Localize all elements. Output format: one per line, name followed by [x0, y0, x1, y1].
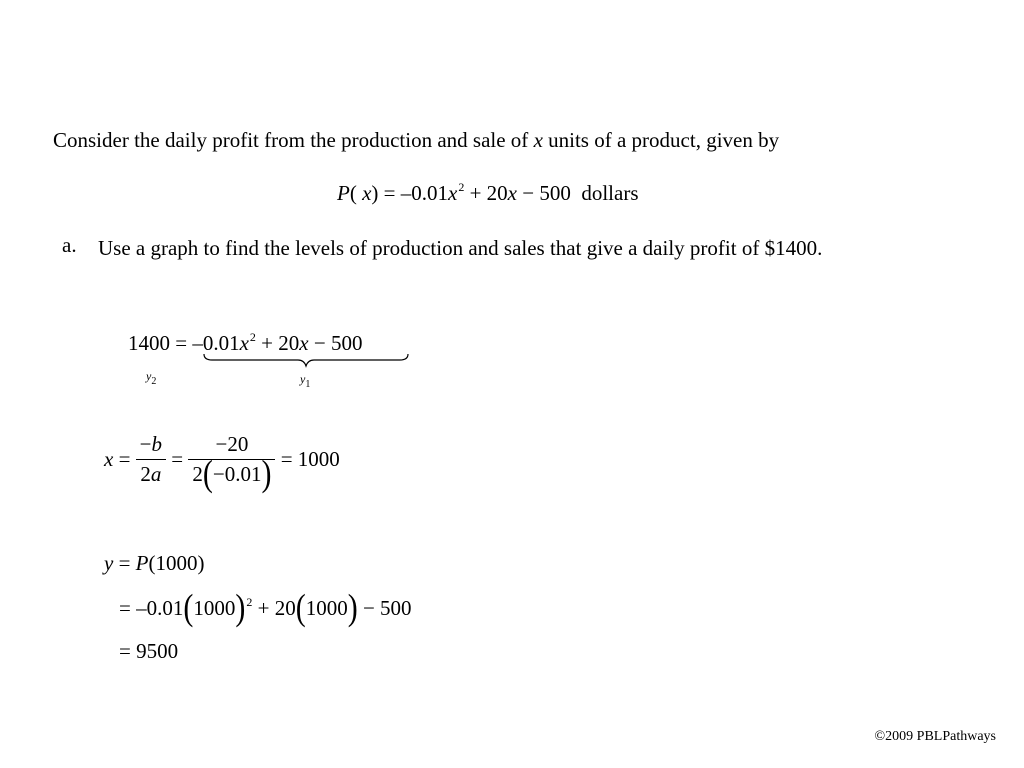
- vertex-y-line2: = $-0.01(1000)^2 + 20(1000) - 500$: [119, 586, 412, 628]
- vy-result: 9500: [136, 639, 179, 663]
- intro-text-before: Consider the daily profit from the production and sale of: [53, 128, 534, 152]
- constant-term: 500: [539, 181, 571, 205]
- func-arg: x: [362, 181, 372, 205]
- y1-sub: 1: [305, 379, 311, 390]
- setup-var: x: [239, 331, 249, 355]
- frac-2: 2: [140, 462, 151, 486]
- intro-sentence: [53, 128, 779, 153]
- vx-lhs: x: [104, 447, 114, 471]
- setup-lin-var: x: [299, 331, 309, 355]
- intro-text-after: units of a product, given by: [542, 128, 780, 152]
- vy2-val2: 1000: [305, 596, 348, 620]
- vy-lhs: y: [104, 551, 114, 575]
- quadratic-var: x: [448, 181, 458, 205]
- profit-function-equation: P( $x) = -0.01x^2 + 20x - 500$ dollars: [337, 180, 639, 205]
- vertex-y-line3: = 9500: [119, 639, 179, 663]
- vertex-y-line1: y = P(1000): [104, 551, 205, 575]
- setup-lhs: 1400: [128, 331, 170, 355]
- frac2-inner: 0.01: [224, 462, 262, 486]
- vy2-const: 500: [380, 596, 412, 620]
- vx-result: 1000: [297, 447, 340, 471]
- y2-var: y: [146, 369, 152, 383]
- quadratic-exponent: 2: [458, 180, 465, 194]
- y2-label: [146, 367, 156, 385]
- intro-variable: x: [533, 128, 543, 152]
- vy2-val1: 1000: [193, 596, 236, 620]
- setup-lin-coef: 20: [278, 331, 300, 355]
- frac2-num: 20: [227, 432, 249, 456]
- vy2-coef: 0.01: [146, 596, 184, 620]
- fraction-neg-b-over-2a: $\frac{-b}{2a}$: [136, 432, 166, 487]
- y2-sub: 2: [151, 376, 157, 387]
- linear-var: x: [507, 181, 517, 205]
- fraction-substituted: $\frac{-20}{2(-0.01)}$: [188, 432, 275, 487]
- y1-label: [300, 370, 310, 388]
- vy-arg: 1000: [155, 551, 198, 575]
- underbrace: [202, 352, 410, 368]
- func-name: P: [337, 181, 350, 205]
- quadratic-coef: 0.01: [411, 181, 448, 205]
- frac-b: b: [151, 432, 163, 456]
- vy2-exp: 2: [246, 595, 253, 609]
- vertex-x-equation: x = $\frac{-b}{2a}$ = $\frac{-20}{2(-0.01)}$ = 1000: [104, 432, 340, 494]
- linear-coef: 20: [486, 181, 508, 205]
- frac-a: a: [150, 462, 162, 486]
- frac2-coef: 2: [192, 462, 203, 486]
- part-a-question: Use a graph to find the levels of production and sales that give a daily profit of $1400.: [98, 236, 823, 260]
- unit-label: dollars: [581, 181, 639, 205]
- setup-equation: $1400 = -0.01x^2 + 20x - 500$: [128, 330, 363, 355]
- vy2-lin: 20: [274, 596, 296, 620]
- vy-func: P: [135, 551, 149, 575]
- setup-coef: 0.01: [202, 331, 240, 355]
- setup-exponent: 2: [249, 330, 256, 344]
- y1-var: y: [300, 372, 306, 386]
- setup-const: 500: [330, 331, 363, 355]
- part-a-marker: a.: [62, 233, 77, 257]
- copyright-footer: ©2009 PBLPathways: [874, 729, 996, 744]
